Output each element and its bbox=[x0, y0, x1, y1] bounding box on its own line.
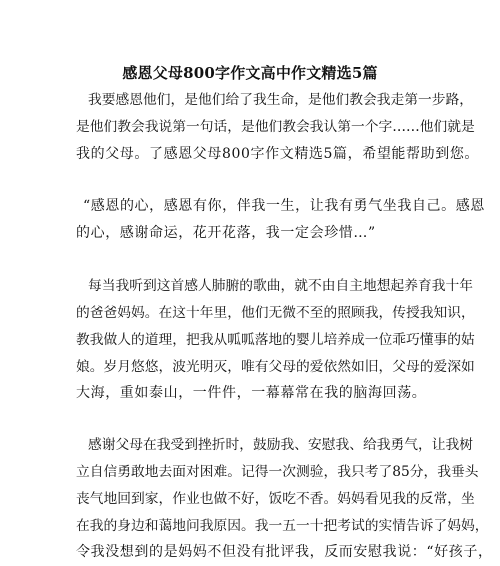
text-line: 令我没想到的是妈妈不但没有批评我，反而安慰我说：“好孩子， bbox=[76, 544, 493, 560]
text-line: 是他们教会我说第一句话，是他们教会我认第一个字……他们就是 bbox=[76, 119, 475, 135]
text-line: 大海，重如泰山，一件件，一幕幕常在我的脑海回荡。 bbox=[76, 385, 427, 401]
document-title: 感恩父母800字作文高中作文精选5篇 bbox=[122, 64, 378, 82]
text-line: 教我做人的道理，把我从呱呱落地的婴儿培养成一位乖巧懂事的姑 bbox=[76, 332, 475, 348]
text-line: 娘。岁月悠悠，波光明灭，唯有父母的爱依然如旧，父母的爱深如 bbox=[76, 359, 475, 375]
text-line: 的爸爸妈妈。在这十年里，他们无微不至的照顾我，传授我知识， bbox=[76, 305, 475, 321]
text-line: 感谢父母在我受到挫折时，鼓励我、安慰我、给我勇气，让我树 bbox=[88, 437, 474, 453]
text-line: “感恩的心，感恩有你，伴我一生，让我有勇气坐我自己。感恩 bbox=[83, 198, 485, 214]
text-line: 在我的身边和蔼地问我原因。我一五一十把考试的实情告诉了妈妈， bbox=[76, 518, 489, 534]
text-line: 立自信勇敢地去面对困难。记得一次测验，我只考了85分，我垂头 bbox=[76, 464, 479, 480]
text-line: 每当我听到这首感人肺腑的歌曲，就不由自主地想起养育我十年 bbox=[88, 278, 474, 294]
text-line: 我的父母。了感恩父母800字作文精选5篇，希望能帮助到您。 bbox=[76, 146, 480, 162]
text-line: 我要感恩他们，是他们给了我生命，是他们教会我走第一步路， bbox=[88, 92, 474, 108]
text-line: 的心，感谢命运，花开花落，我一定会珍惜…” bbox=[76, 225, 376, 241]
text-line: 丧气地回到家，作业也做不好，饭吃不香。妈妈看见我的反常，坐 bbox=[76, 491, 475, 507]
